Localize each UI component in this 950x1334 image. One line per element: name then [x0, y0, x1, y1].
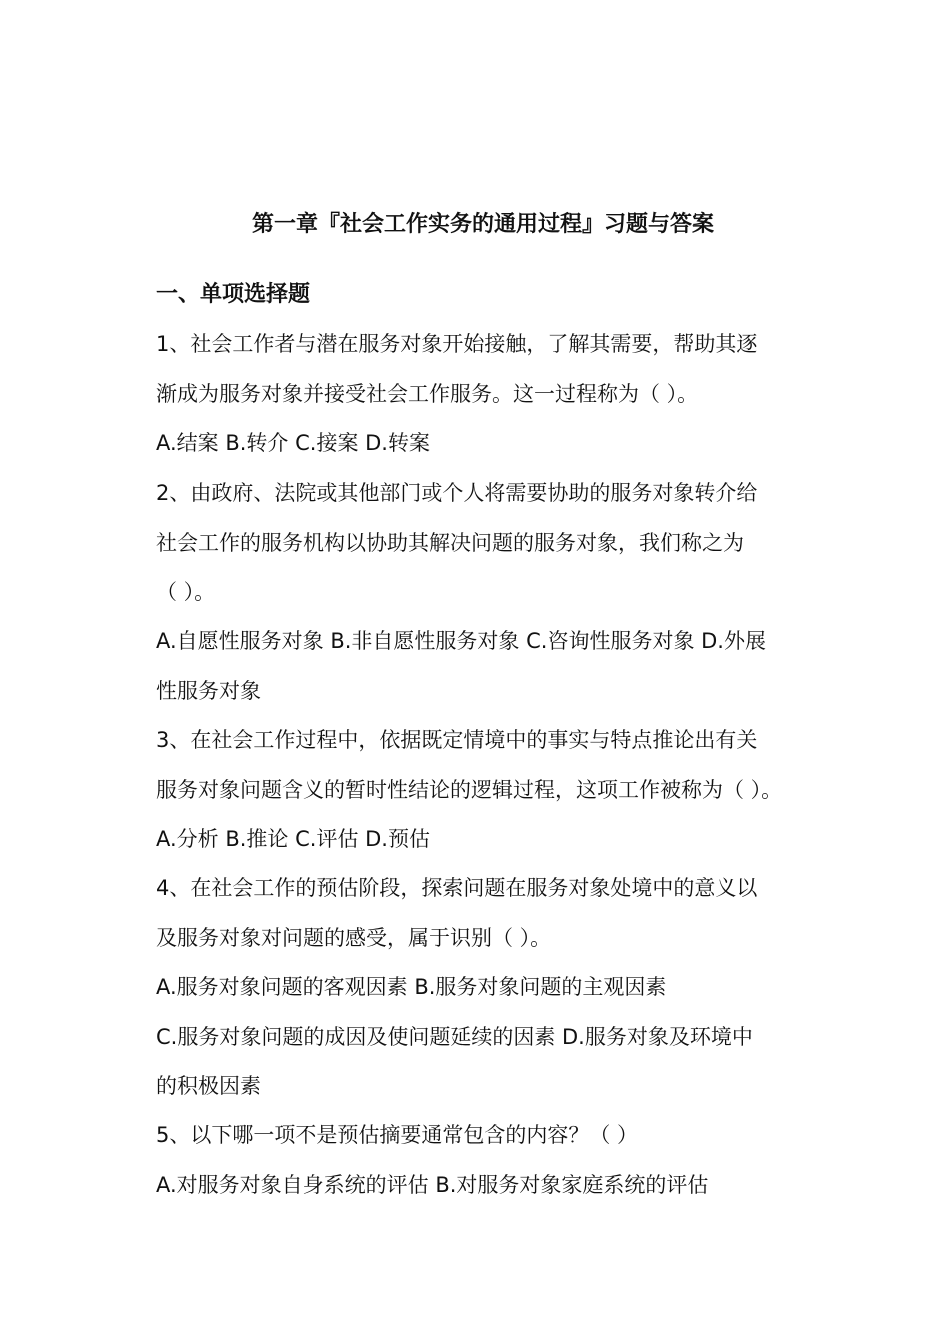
- text-line: A.自愿性服务对象 B.非自愿性服务对象 C.咨询性服务对象 D.外展: [156, 629, 766, 653]
- text-line: 的积极因素: [156, 1074, 261, 1098]
- text-line: A.分析 B.推论 C.评估 D.预估: [156, 827, 430, 851]
- text-line: （ ）。: [156, 580, 216, 604]
- text-line: A.结案 B.转介 C.接案 D.转案: [156, 431, 430, 455]
- text-line: 渐成为服务对象并接受社会工作服务。这一过程称为（ ）。: [156, 382, 699, 406]
- text-line: 服务对象问题含义的暂时性结论的逻辑过程，这项工作被称为（ ）。: [156, 778, 783, 802]
- text-line: 社会工作的服务机构以协助其解决问题的服务对象，我们称之为: [156, 531, 744, 555]
- document-title: 第一章『社会工作实务的通用过程』习题与答案: [251, 212, 714, 237]
- text-line: 5、以下哪一项不是预估摘要通常包含的内容？（ ）: [156, 1123, 639, 1147]
- text-line: 3、在社会工作过程中，依据既定情境中的事实与特点推论出有关: [156, 728, 758, 752]
- text-line: 性服务对象: [156, 679, 261, 703]
- text-line: C.服务对象问题的成因及使问题延续的因素 D.服务对象及环境中: [156, 1025, 753, 1049]
- text-line: 及服务对象对问题的感受，属于识别（ ）。: [156, 926, 552, 950]
- text-line: A.服务对象问题的客观因素 B.服务对象问题的主观因素: [156, 975, 667, 999]
- text-line: 1、社会工作者与潜在服务对象开始接触，了解其需要，帮助其逐: [156, 332, 758, 356]
- text-line: 2、由政府、法院或其他部门或个人将需要协助的服务对象转介给: [156, 481, 758, 505]
- text-line: 4、在社会工作的预估阶段，探索问题在服务对象处境中的意义以: [156, 876, 758, 900]
- text-line: A.对服务对象自身系统的评估 B.对服务对象家庭系统的评估: [156, 1173, 709, 1197]
- section-heading: 一、单项选择题: [156, 282, 311, 307]
